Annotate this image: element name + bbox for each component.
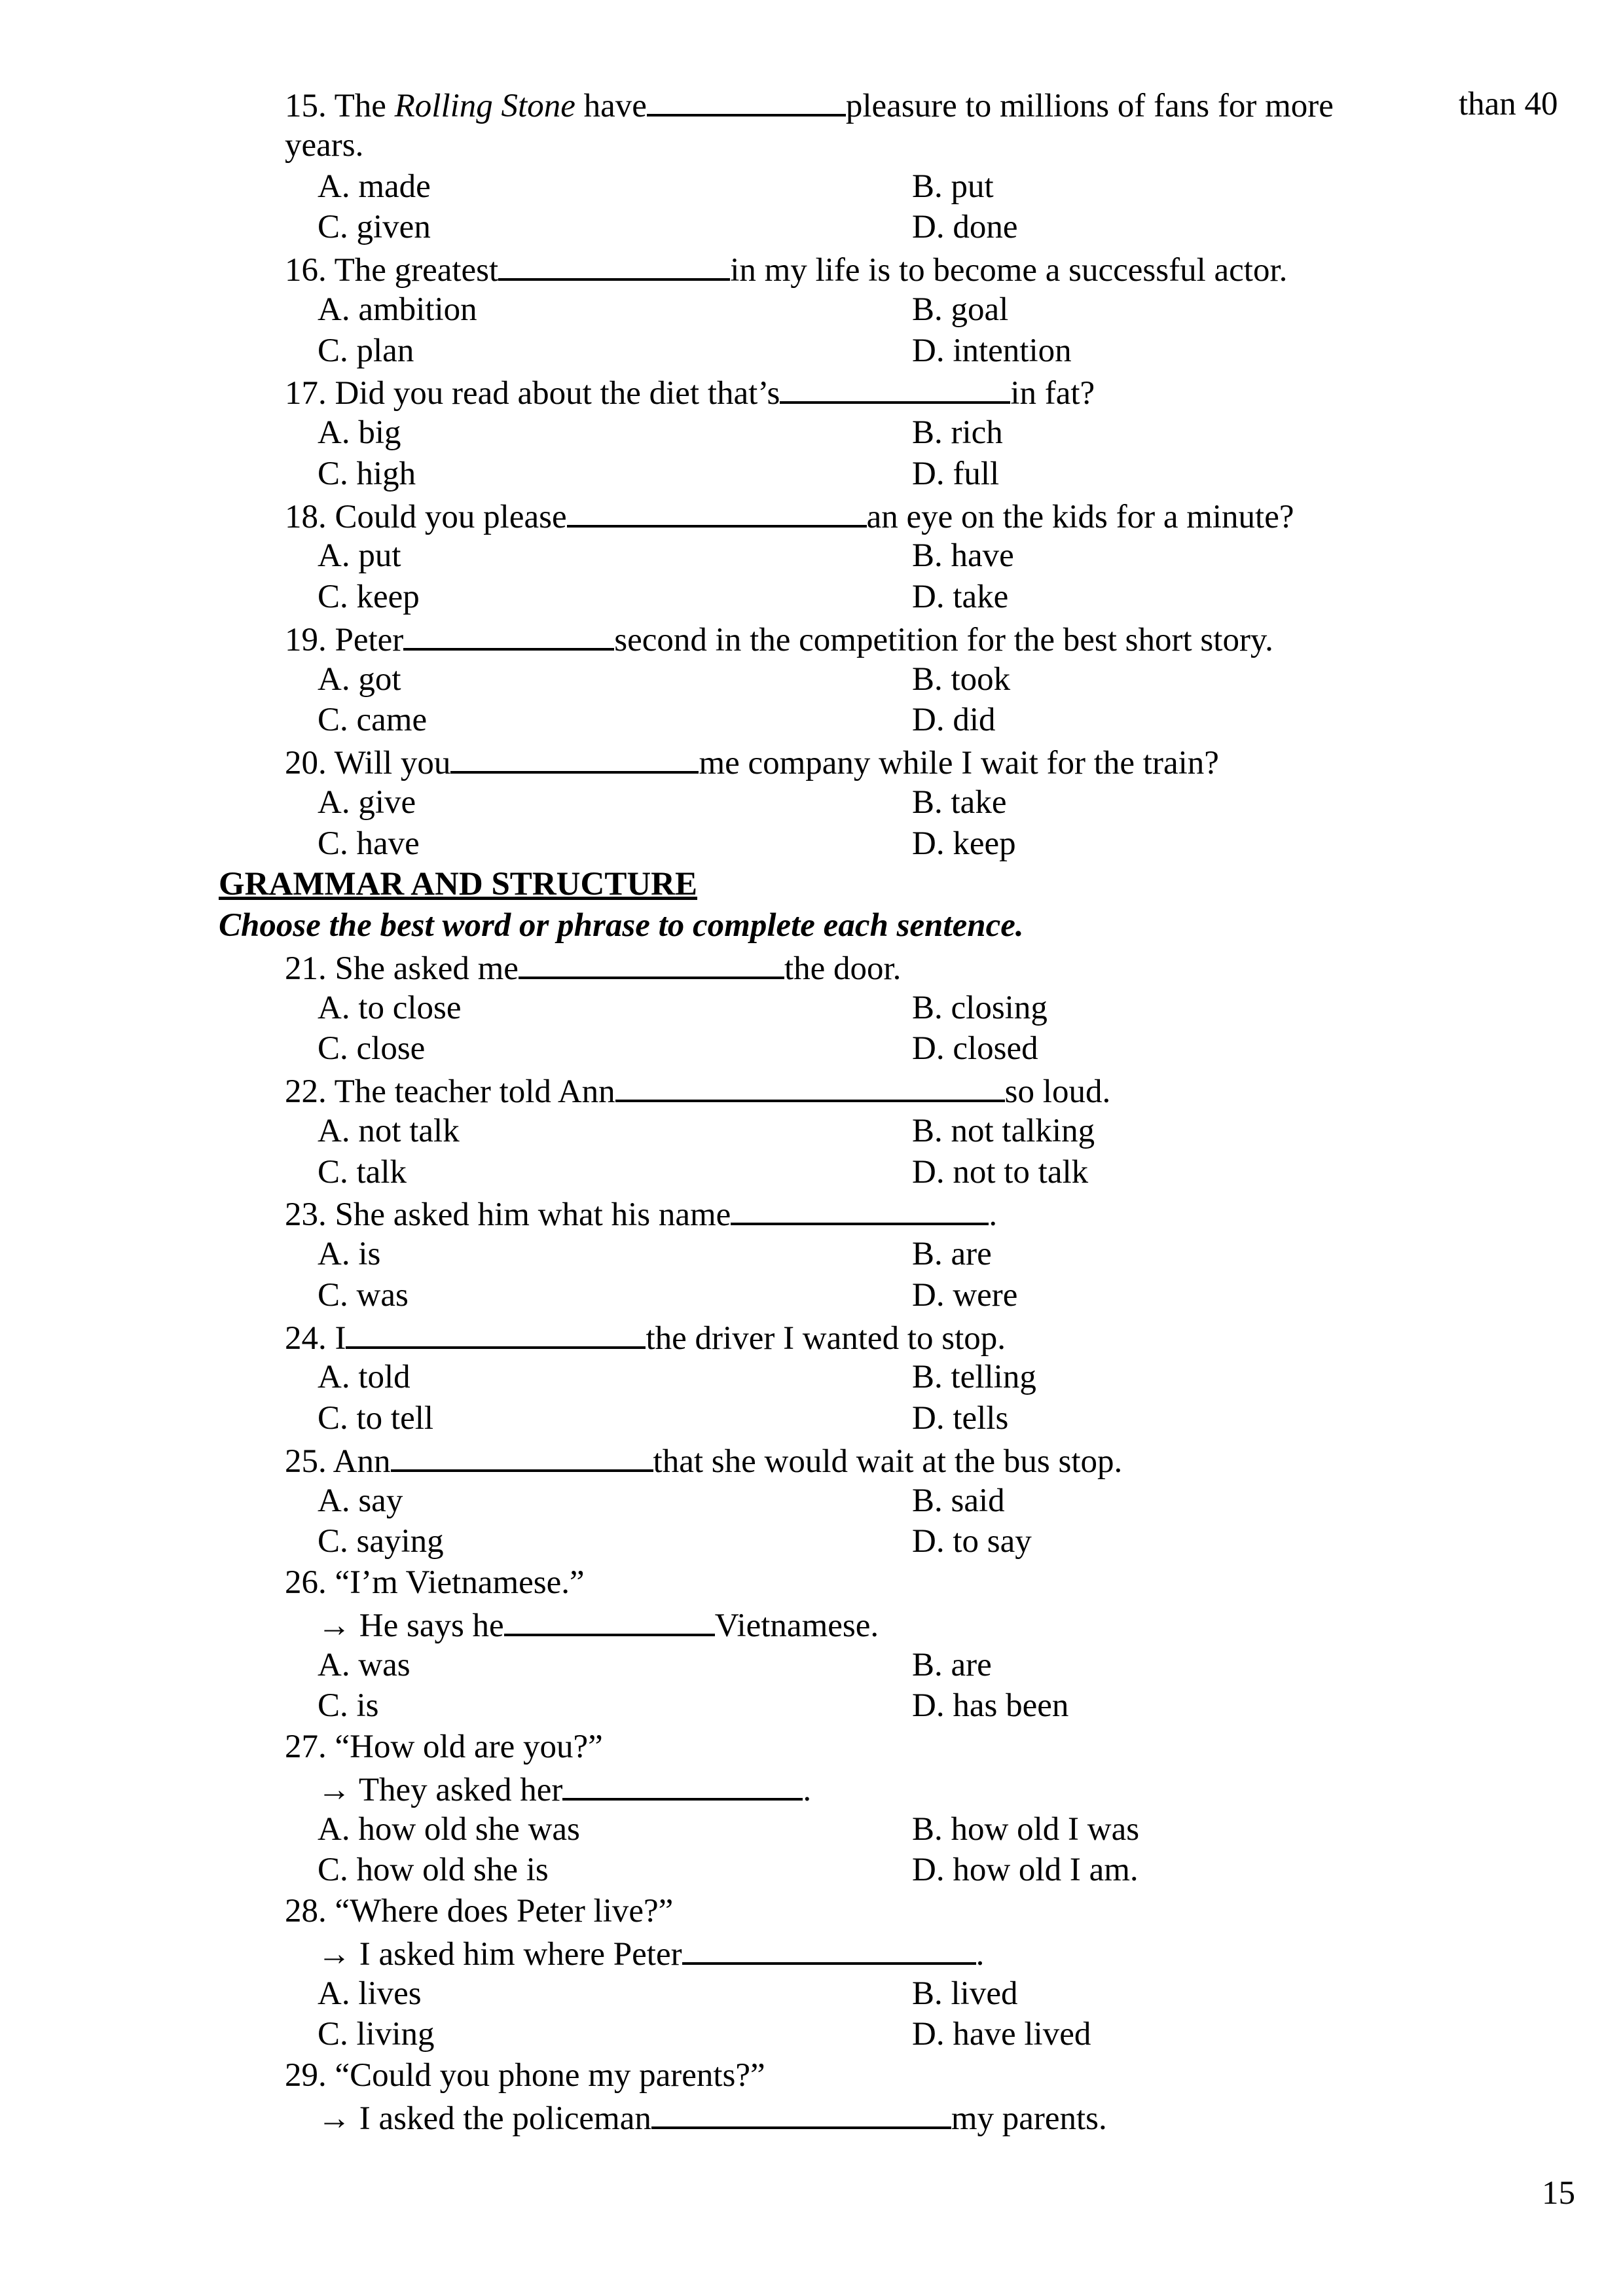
option-row: [0, 207, 1623, 248]
answer-option[interactable]: C. to tell: [318, 1400, 434, 1437]
answer-option[interactable]: B. are: [912, 1646, 992, 1683]
option-row: [0, 454, 1623, 495]
question-stem: → They asked her .: [0, 1768, 1623, 1809]
answer-blank[interactable]: [450, 741, 699, 774]
answer-option[interactable]: C. came: [318, 702, 428, 739]
option-row: [0, 1973, 1623, 2015]
question-text-tail: than 40: [1459, 86, 1558, 122]
answer-blank[interactable]: [562, 1768, 803, 1801]
answer-option[interactable]: B. take: [912, 783, 1007, 821]
answer-option[interactable]: A. put: [318, 537, 401, 575]
option-row: [0, 1234, 1623, 1275]
option-row: [0, 1809, 1623, 1850]
question-stem: → I asked him where Peter .: [0, 1932, 1623, 1973]
answer-blank[interactable]: [391, 1439, 653, 1472]
option-row: [0, 577, 1623, 618]
question-stem: 21. She asked me the door.: [0, 946, 1623, 988]
page-number: 15: [1542, 2175, 1575, 2212]
option-row: [0, 289, 1623, 331]
answer-option[interactable]: B. not talking: [912, 1112, 1095, 1149]
answer-blank[interactable]: [780, 371, 1010, 404]
option-row: [0, 1398, 1623, 1439]
question-stem: 15. The Rolling Stone have pleasure to millions of fans for more than 40: [0, 84, 1623, 125]
answer-option[interactable]: D. how old I am.: [912, 1852, 1139, 1889]
question-prompt: 29. “Could you phone my parents?”: [285, 2057, 765, 2094]
option-row: [0, 2014, 1623, 2055]
answer-option[interactable]: B. said: [912, 1482, 1005, 1519]
answer-blank[interactable]: [731, 1193, 989, 1225]
title-italic: Rolling Stone: [394, 88, 575, 124]
option-row: [0, 659, 1623, 700]
answer-blank[interactable]: [682, 1932, 976, 1965]
question-stem: 23. She asked him what his name .: [0, 1193, 1623, 1234]
option-row: [0, 1645, 1623, 1686]
answer-option[interactable]: C. plan: [318, 332, 414, 369]
answer-option[interactable]: A. not talk: [318, 1112, 460, 1149]
answer-blank[interactable]: [346, 1316, 646, 1349]
answer-option[interactable]: D. done: [912, 209, 1018, 246]
answer-option[interactable]: A. say: [318, 1482, 403, 1519]
answer-option[interactable]: D. to say: [912, 1523, 1032, 1560]
answer-option[interactable]: B. how old I was: [912, 1810, 1140, 1848]
answer-option[interactable]: B. rich: [912, 414, 1003, 451]
answer-option[interactable]: D. full: [912, 455, 1000, 492]
answer-option[interactable]: A. give: [318, 783, 416, 821]
answer-blank[interactable]: [519, 946, 784, 979]
question-stem: 20. Will you me company while I wait for the train?: [0, 741, 1623, 782]
answer-blank[interactable]: [567, 495, 867, 528]
arrow-icon: →: [318, 1771, 351, 1808]
answer-option[interactable]: C. close: [318, 1030, 426, 1067]
question-text-wrap: years.: [285, 126, 364, 164]
answer-option[interactable]: A. lives: [318, 1975, 422, 2012]
answer-option[interactable]: C. was: [318, 1276, 409, 1314]
option-row: [0, 412, 1623, 454]
question-stem: 16. The greatest in my life is to become a successful actor.: [0, 248, 1623, 289]
answer-option[interactable]: B. are: [912, 1236, 992, 1272]
answer-option[interactable]: D. take: [912, 579, 1009, 615]
answer-blank[interactable]: [498, 248, 730, 281]
arrow-icon: →: [318, 2100, 351, 2137]
answer-option[interactable]: C. saying: [318, 1523, 444, 1560]
option-row: [0, 700, 1623, 741]
answer-blank[interactable]: [647, 84, 846, 117]
answer-option[interactable]: C. living: [318, 2016, 435, 2053]
answer-option[interactable]: D. closed: [912, 1030, 1038, 1067]
question-stem: → He says he Vietnamese.: [0, 1604, 1623, 1645]
answer-option[interactable]: D. have lived: [912, 2016, 1091, 2053]
option-row: [0, 1850, 1623, 1891]
answer-option[interactable]: D. tells: [912, 1400, 1009, 1437]
option-row: [0, 1111, 1623, 1152]
answer-blank[interactable]: [504, 1604, 715, 1636]
question-stem: → I asked the policeman my parents.: [0, 2096, 1623, 2138]
answer-option[interactable]: A. told: [318, 1359, 410, 1396]
option-row: [0, 782, 1623, 823]
answer-option[interactable]: A. to close: [318, 989, 462, 1026]
option-row: [0, 535, 1623, 577]
answer-option[interactable]: C. high: [318, 455, 416, 492]
option-row: [0, 1152, 1623, 1193]
answer-option[interactable]: A. got: [318, 660, 401, 698]
section-heading: GRAMMAR AND STRUCTURE: [219, 866, 698, 903]
question-stem: 24. I the driver I wanted to stop.: [0, 1316, 1623, 1357]
answer-option[interactable]: D. were: [912, 1276, 1018, 1314]
answer-option[interactable]: A. how old she was: [318, 1810, 580, 1848]
question-stem: 22. The teacher told Ann so loud.: [0, 1069, 1623, 1111]
answer-option[interactable]: B. took: [912, 660, 1011, 698]
arrow-icon: →: [318, 1607, 351, 1644]
answer-option[interactable]: D. intention: [912, 332, 1072, 369]
worksheet-page: [0, 84, 1623, 2138]
question-prompt: 28. “Where does Peter live?”: [285, 1893, 674, 1929]
answer-option[interactable]: B. have: [912, 537, 1014, 575]
section-instruction: Choose the best word or phrase to complete each sentence.: [219, 907, 1024, 944]
answer-option[interactable]: D. has been: [912, 1687, 1069, 1725]
question-stem: 18. Could you please an eye on the kids for a minute?: [0, 495, 1623, 536]
answer-option[interactable]: C. talk: [318, 1153, 407, 1191]
question-stem: 17. Did you read about the diet that’s in fat?: [0, 371, 1623, 412]
answer-blank[interactable]: [403, 618, 614, 651]
answer-blank[interactable]: [615, 1069, 1005, 1102]
answer-option[interactable]: D. did: [912, 702, 996, 739]
option-row: [0, 988, 1623, 1029]
question-prompt: 26. “I’m Vietnamese.”: [285, 1564, 585, 1601]
question-stem: 25. Ann that she would wait at the bus stop.: [0, 1439, 1623, 1480]
answer-option[interactable]: A. was: [318, 1646, 410, 1683]
option-row: [0, 823, 1623, 865]
option-row: [0, 1521, 1623, 1562]
answer-option[interactable]: C. given: [318, 209, 431, 246]
answer-option[interactable]: B. put: [912, 168, 994, 205]
answer-option[interactable]: D. keep: [912, 825, 1016, 862]
answer-option[interactable]: A. made: [318, 168, 431, 205]
answer-option[interactable]: C. is: [318, 1687, 379, 1725]
option-row: [0, 1685, 1623, 1727]
answer-option[interactable]: D. not to talk: [912, 1153, 1089, 1191]
option-row: [0, 331, 1623, 372]
answer-option[interactable]: A. ambition: [318, 291, 477, 328]
answer-option[interactable]: B. telling: [912, 1359, 1036, 1396]
option-row: [0, 1480, 1623, 1522]
answer-option[interactable]: B. closing: [912, 989, 1048, 1026]
answer-option[interactable]: C. have: [318, 825, 420, 862]
answer-option[interactable]: C. how old she is: [318, 1852, 549, 1889]
answer-option[interactable]: B. goal: [912, 291, 1009, 328]
answer-option[interactable]: A. is: [318, 1236, 381, 1272]
answer-option[interactable]: B. lived: [912, 1975, 1018, 2012]
option-row: [0, 1357, 1623, 1398]
question-stem: 19. Peter second in the competition for the best short story.: [0, 618, 1623, 659]
answer-option[interactable]: A. big: [318, 414, 401, 451]
option-row: [0, 1275, 1623, 1316]
option-row: [0, 1028, 1623, 1069]
question-prompt: 27. “How old are you?”: [285, 1729, 603, 1765]
answer-option[interactable]: C. keep: [318, 579, 420, 615]
option-row: [0, 166, 1623, 207]
answer-blank[interactable]: [651, 2096, 951, 2129]
arrow-icon: →: [318, 1935, 351, 1973]
